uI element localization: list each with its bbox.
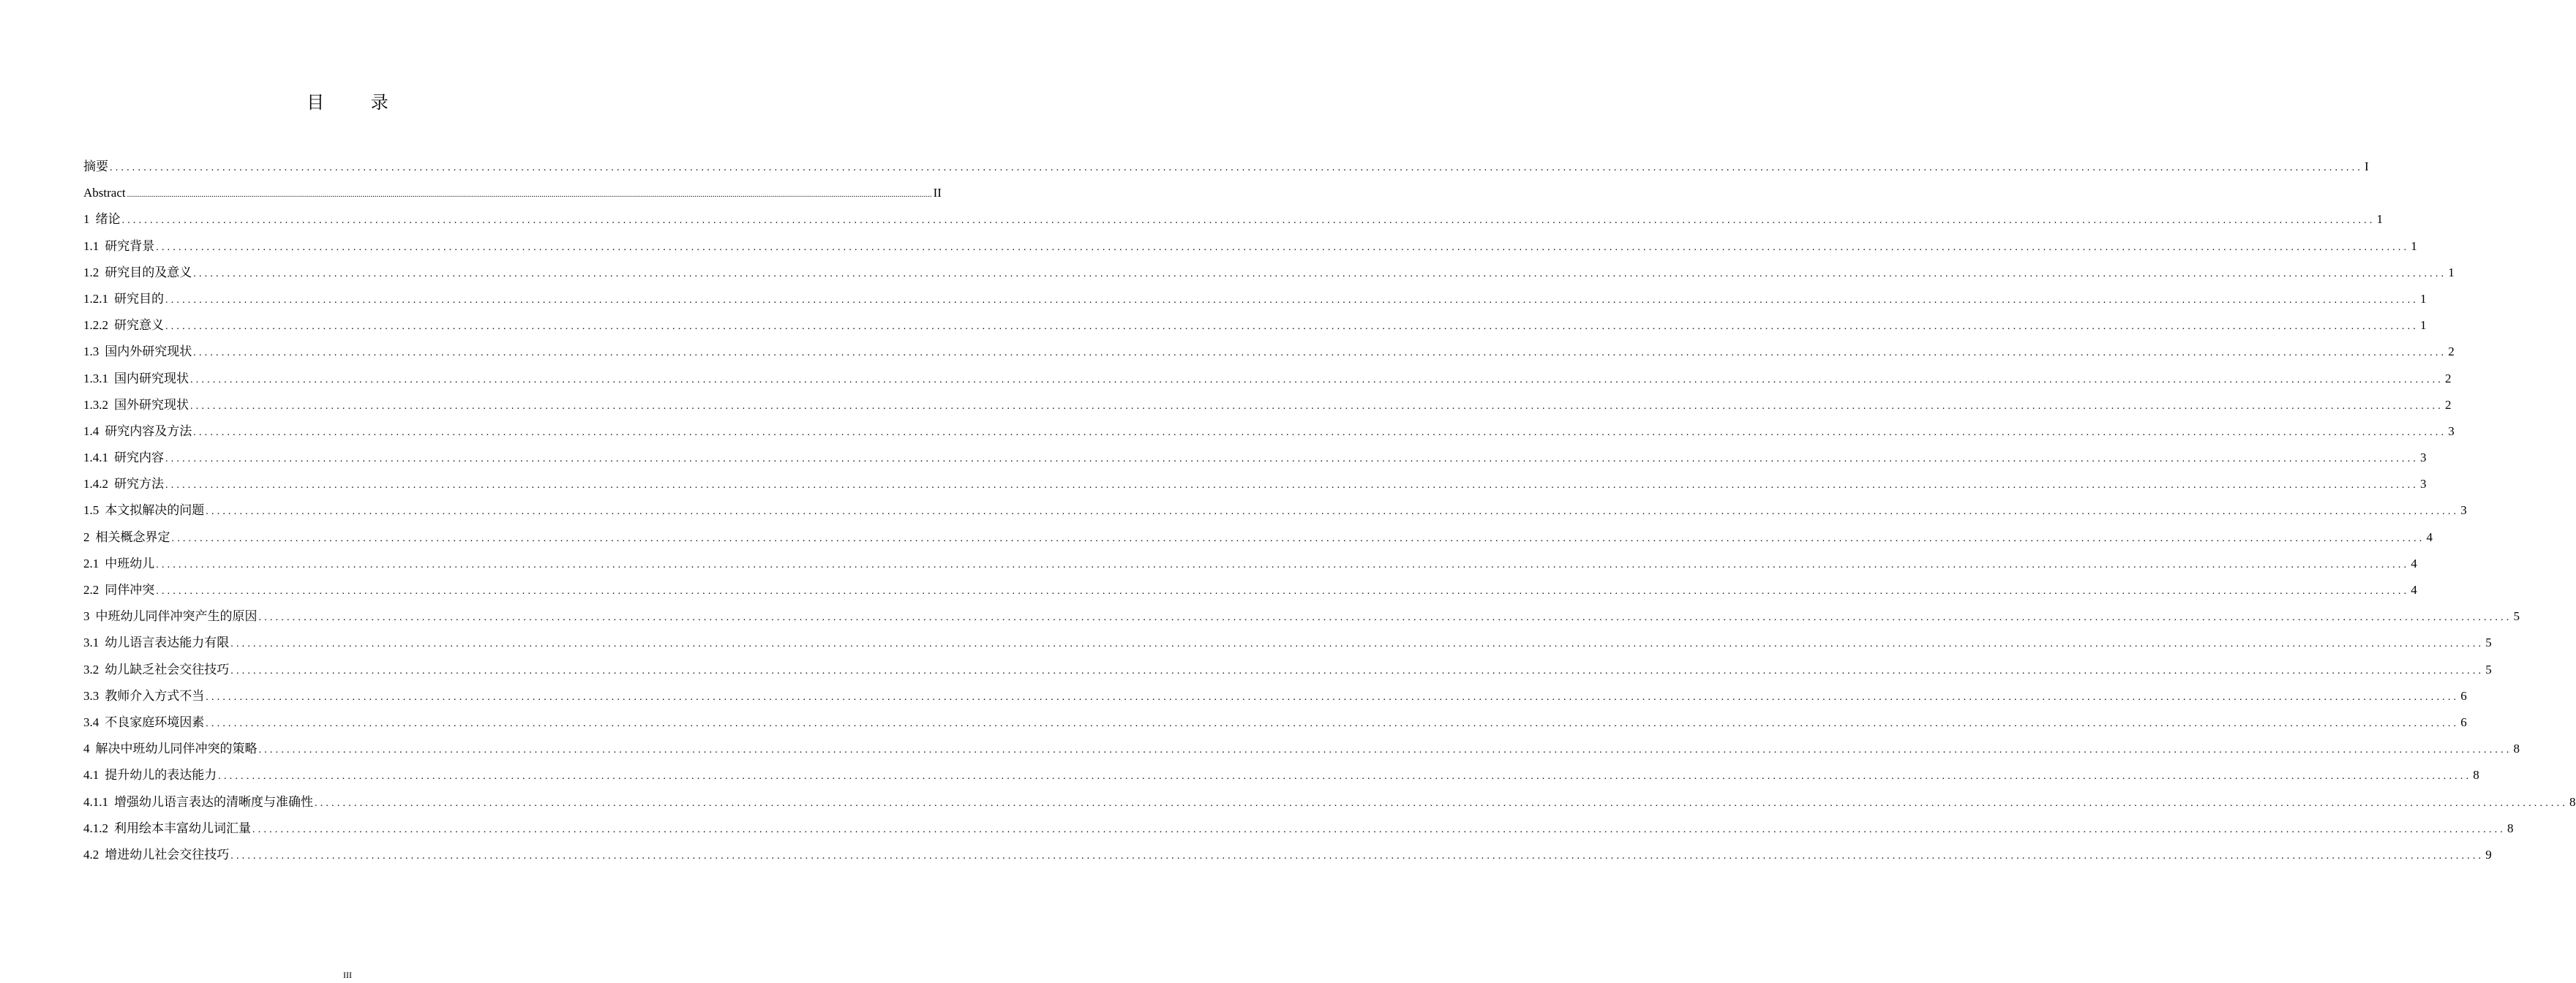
toc-entry-label [83, 339, 193, 365]
toc-entry[interactable] [83, 233, 2417, 260]
toc-entry[interactable] [83, 312, 2427, 339]
toc-entry-number: 3.4 [83, 715, 99, 729]
toc-entry-text: 相关概念界定 [95, 530, 170, 544]
toc-entry-label [83, 233, 156, 260]
toc-entry-label [83, 524, 172, 551]
toc-entry-label [83, 630, 230, 656]
toc-entry-label [83, 551, 156, 577]
toc-entry[interactable] [83, 603, 2520, 630]
toc-dot-leader: ................................................................................................................................................................................................................................................................................................................................................................................................................ [156, 241, 2410, 253]
toc-entry-text: 国外研究现状 [114, 397, 189, 412]
toc-dot-leader: ................................................................................................................................................................................................................................................................................................................................................................................................................ [165, 453, 2419, 465]
toc-entry-text: 绪论 [95, 212, 121, 227]
toc-entry[interactable] [83, 551, 2417, 577]
toc-entry-label [83, 206, 122, 233]
toc-entry-number: 4.1 [83, 768, 99, 783]
toc-entry-page: 5 [2485, 636, 2492, 650]
toc-entry-number: 3 [83, 609, 90, 624]
toc-entry-number: 1.2.1 [83, 291, 108, 306]
toc-entry-number: 3.2 [83, 662, 99, 677]
toc-dot-leader: ................................................................................................................................................................................................................................................................................................................................................................................................................ [171, 532, 2425, 544]
toc-entry[interactable] [83, 816, 2514, 842]
toc-entry-page: 3 [2420, 477, 2427, 492]
toc-entry-number: 1.1 [83, 238, 99, 253]
toc-entry-page: 2 [2445, 371, 2452, 385]
toc-entry-page: II [933, 186, 942, 200]
toc-entry[interactable] [83, 630, 2492, 656]
toc-dot-leader: ................................................................................................................................................................................................................................................................................................................................................................................................................ [165, 321, 2419, 333]
toc-entry-number: 3.3 [83, 688, 99, 703]
toc-entry-number: 3.1 [83, 636, 99, 650]
toc-entry[interactable] [83, 577, 2417, 603]
toc-entry[interactable] [83, 683, 2467, 709]
toc-dot-leader: ................................................................................................................................................................................................................................................................................................................................................................................................................ [156, 559, 2410, 570]
toc-entry-text: 国内研究现状 [114, 371, 189, 385]
toc-dot-leader: ................................................................................................................................................................................................................................................................................................................................................................................................................ [230, 665, 2485, 677]
toc-dot-leader: ................................................................................................................................................................................................................................................................................................................................................................................................................ [206, 718, 2460, 729]
toc-entry-text: Abstract [83, 186, 126, 200]
toc-entry[interactable] [83, 445, 2427, 471]
toc-entry-number: 4 [83, 742, 90, 756]
toc-entry-number: 4.1.1 [83, 794, 108, 809]
toc-entry[interactable] [83, 366, 2452, 392]
toc-entry-text: 摘要 [83, 159, 108, 173]
toc-entry-page: 8 [2473, 768, 2479, 783]
toc-dot-leader: ................................................................................................................................................................................................................................................................................................................................................................................................................ [193, 347, 2447, 359]
toc-entry-label [83, 312, 165, 339]
toc-entry-page: 5 [2485, 662, 2492, 677]
toc-dot-leader: ................................................................................................................................................................................................................................................................................................................................................................................................................ [165, 480, 2419, 492]
toc-entry-label [83, 154, 110, 180]
toc-entry[interactable] [83, 418, 2455, 445]
toc-dot-leader: ................................................................................................................................................................................................................................................................................................................................................................................................................ [190, 374, 2444, 385]
toc-dot-leader: ................................................................................................................................................................................................................................................................................................................................................................................................................ [218, 771, 2472, 783]
toc-entry[interactable] [83, 471, 2427, 497]
toc-entry-text: 同伴冲突 [105, 583, 155, 597]
toc-dot-leader: ................................................................................................................................................................................................................................................................................................................................................................................................................ [193, 268, 2447, 279]
toc-entry-number: 1.4.1 [83, 451, 108, 465]
toc-entry-text: 研究目的及意义 [105, 265, 192, 279]
toc-entry-number: 2.1 [83, 556, 99, 570]
toc-dot-leader: ................................................................................................................................................................................................................................................................................................................................................................................................................ [206, 506, 2460, 518]
toc-entry-number: 1 [83, 212, 90, 227]
toc-entry-text: 研究内容 [114, 451, 164, 465]
toc-entry[interactable] [83, 339, 2455, 365]
toc-entry[interactable] [83, 260, 2455, 286]
toc-entry-text: 增强幼儿语言表达的清晰度与准确性 [114, 794, 313, 809]
toc-dot-leader: ................................................................................................................................................................................................................................................................................................................................................................................................................ [258, 745, 2512, 756]
toc-entry-text: 幼儿语言表达能力有限 [105, 636, 230, 650]
toc-entry-page: 2 [2448, 344, 2455, 359]
toc-entry[interactable] [83, 286, 2427, 312]
toc-dot-leader: ................................................................................................................................................................................................................................................................................................................................................................................................................ [315, 797, 2568, 809]
toc-entry[interactable] [83, 736, 2520, 762]
toc-entry[interactable] [83, 762, 2479, 788]
toc-entry-page: 8 [2513, 742, 2520, 756]
toc-dot-leader: ................................................................................................................................................................................................................................................................................................................................................................................................................ [156, 586, 2410, 597]
toc-entry-text: 提升幼儿的表达能力 [105, 768, 217, 783]
toc-entry-number: 1.4.2 [83, 477, 108, 492]
toc-entry-label [83, 418, 193, 445]
toc-entry-text: 本文拟解决的问题 [105, 503, 205, 518]
toc-entry-number: 2.2 [83, 583, 99, 597]
toc-title: 目 录 [307, 92, 409, 113]
toc-entry-label [83, 736, 259, 762]
toc-entry-text: 利用绘本丰富幼儿词汇量 [114, 821, 251, 835]
toc-entry-text: 国内外研究现状 [105, 344, 192, 359]
toc-entry[interactable] [83, 154, 2369, 180]
toc-entry[interactable] [83, 497, 2467, 524]
toc-entry-page: I [2365, 159, 2369, 173]
toc-entry-page: 1 [2420, 291, 2427, 306]
toc-entry-page: 1 [2411, 238, 2417, 253]
toc-entry-number: 4.2 [83, 847, 99, 862]
toc-dot-leader: ................................................................................................................................................................................................................................................................................................................................................................................................................ [230, 639, 2485, 650]
toc-entry[interactable] [83, 657, 2492, 683]
toc-entry-page: 1 [2420, 318, 2427, 333]
toc-entry-page: 1 [2448, 265, 2455, 279]
toc-entry-page: 4 [2411, 556, 2417, 570]
toc-entry-text: 增进幼儿社会交往技巧 [105, 847, 230, 862]
toc-entry-page: 1 [2376, 212, 2383, 227]
toc-entry-number: 1.2.2 [83, 318, 108, 333]
toc-entry-page: 3 [2460, 503, 2467, 518]
toc-entry-text: 解决中班幼儿同伴冲突的策略 [95, 742, 258, 756]
toc-entry-label [83, 816, 252, 842]
toc-dot-leader: ................................................................................................................................................................................................................................................................................................................................................................................................................ [193, 426, 2447, 438]
toc-entry-number: 1.2 [83, 265, 99, 279]
toc-entry-page: 8 [2507, 821, 2514, 835]
toc-entry-label [83, 497, 206, 524]
toc-entry-page: 6 [2460, 688, 2467, 703]
toc-entry-label [83, 709, 206, 736]
page-number-footer: III [343, 970, 352, 980]
toc-entry-label [83, 392, 190, 418]
toc-entry-page: 9 [2485, 847, 2492, 862]
toc-entry-label [83, 445, 165, 471]
toc-entry-number: 1.5 [83, 503, 99, 518]
toc-list [83, 154, 2576, 868]
toc-entry-page: 6 [2460, 715, 2467, 729]
toc-entry-number: 2 [83, 530, 90, 544]
toc-entry-label [83, 603, 259, 630]
toc-entry-label [83, 577, 156, 603]
toc-dot-leader: ................................................................................................................................................................................................................................................................................................................................................................................................................ [121, 215, 2376, 227]
toc-entry-label [83, 260, 193, 286]
toc-entry-text: 中班幼儿 [105, 556, 155, 570]
toc-entry-text: 研究背景 [105, 238, 155, 253]
toc-dot-leader: ................................................................................................................................................................................................................................................................................................................................................................................................................ [165, 294, 2419, 306]
toc-entry-page: 8 [2569, 794, 2576, 809]
toc-entry[interactable] [83, 524, 2433, 551]
toc-entry[interactable] [83, 842, 2492, 868]
toc-entry-number: 1.3 [83, 344, 99, 359]
toc-entry-page: 5 [2513, 609, 2520, 624]
toc-entry[interactable] [83, 789, 2576, 816]
toc-entry-label [83, 180, 127, 206]
toc-dot-leader: ................................................................................................................................................................................................................................................................................................................................................................................................................ [206, 691, 2460, 703]
toc-entry-number: 4.1.2 [83, 821, 108, 835]
toc-entry-text: 幼儿缺乏社会交往技巧 [105, 662, 230, 677]
toc-dot-leader: ................................................................................................................................................................................................................................................................................................................................................................................................................ [190, 400, 2444, 412]
toc-entry-page: 4 [2411, 583, 2417, 597]
toc-entry-label [83, 762, 218, 788]
toc-entry-page: 3 [2448, 423, 2455, 438]
toc-entry-number: 1.4 [83, 423, 99, 438]
toc-entry[interactable] [83, 709, 2467, 736]
toc-entry-page: 3 [2420, 451, 2427, 465]
toc-dot-leader: ................................................................................................................................................................................................................................................................................................................................................................................................................ [252, 824, 2506, 835]
toc-entry-text: 研究目的 [114, 291, 164, 306]
toc-entry-label [83, 789, 315, 816]
toc-entry-label [83, 842, 230, 868]
toc-entry-number: 1.3.2 [83, 397, 108, 412]
toc-entry-text: 研究意义 [114, 318, 164, 333]
toc-entry-label [83, 471, 165, 497]
toc-entry-label [83, 366, 190, 392]
toc-dot-leader: ................................................................................................................................................................................................................................................................................................................................................................................................................ [230, 850, 2485, 862]
toc-dot-leader: ................................................................................................................................................................................................................................................................................................................................................................................................................ [127, 190, 932, 200]
toc-entry-label [83, 286, 165, 312]
toc-entry-page: 2 [2445, 397, 2452, 412]
toc-entry-number: 1.3.1 [83, 371, 108, 385]
toc-dot-leader: ................................................................................................................................................................................................................................................................................................................................................................................................................ [258, 612, 2512, 624]
toc-entry-page: 4 [2426, 530, 2433, 544]
toc-entry-label [83, 657, 230, 683]
toc-entry-text: 不良家庭环境因素 [105, 715, 205, 729]
toc-entry-text: 研究方法 [114, 477, 164, 492]
toc-entry-label [83, 683, 206, 709]
toc-dot-leader: ................................................................................................................................................................................................................................................................................................................................................................................................................ [110, 162, 2363, 173]
toc-entry-text: 研究内容及方法 [105, 423, 192, 438]
toc-entry-text: 中班幼儿同伴冲突产生的原因 [95, 609, 258, 624]
toc-entry[interactable] [83, 206, 2383, 233]
toc-entry[interactable] [83, 392, 2452, 418]
toc-entry-text: 教师介入方式不当 [105, 688, 205, 703]
toc-entry[interactable] [83, 180, 942, 206]
